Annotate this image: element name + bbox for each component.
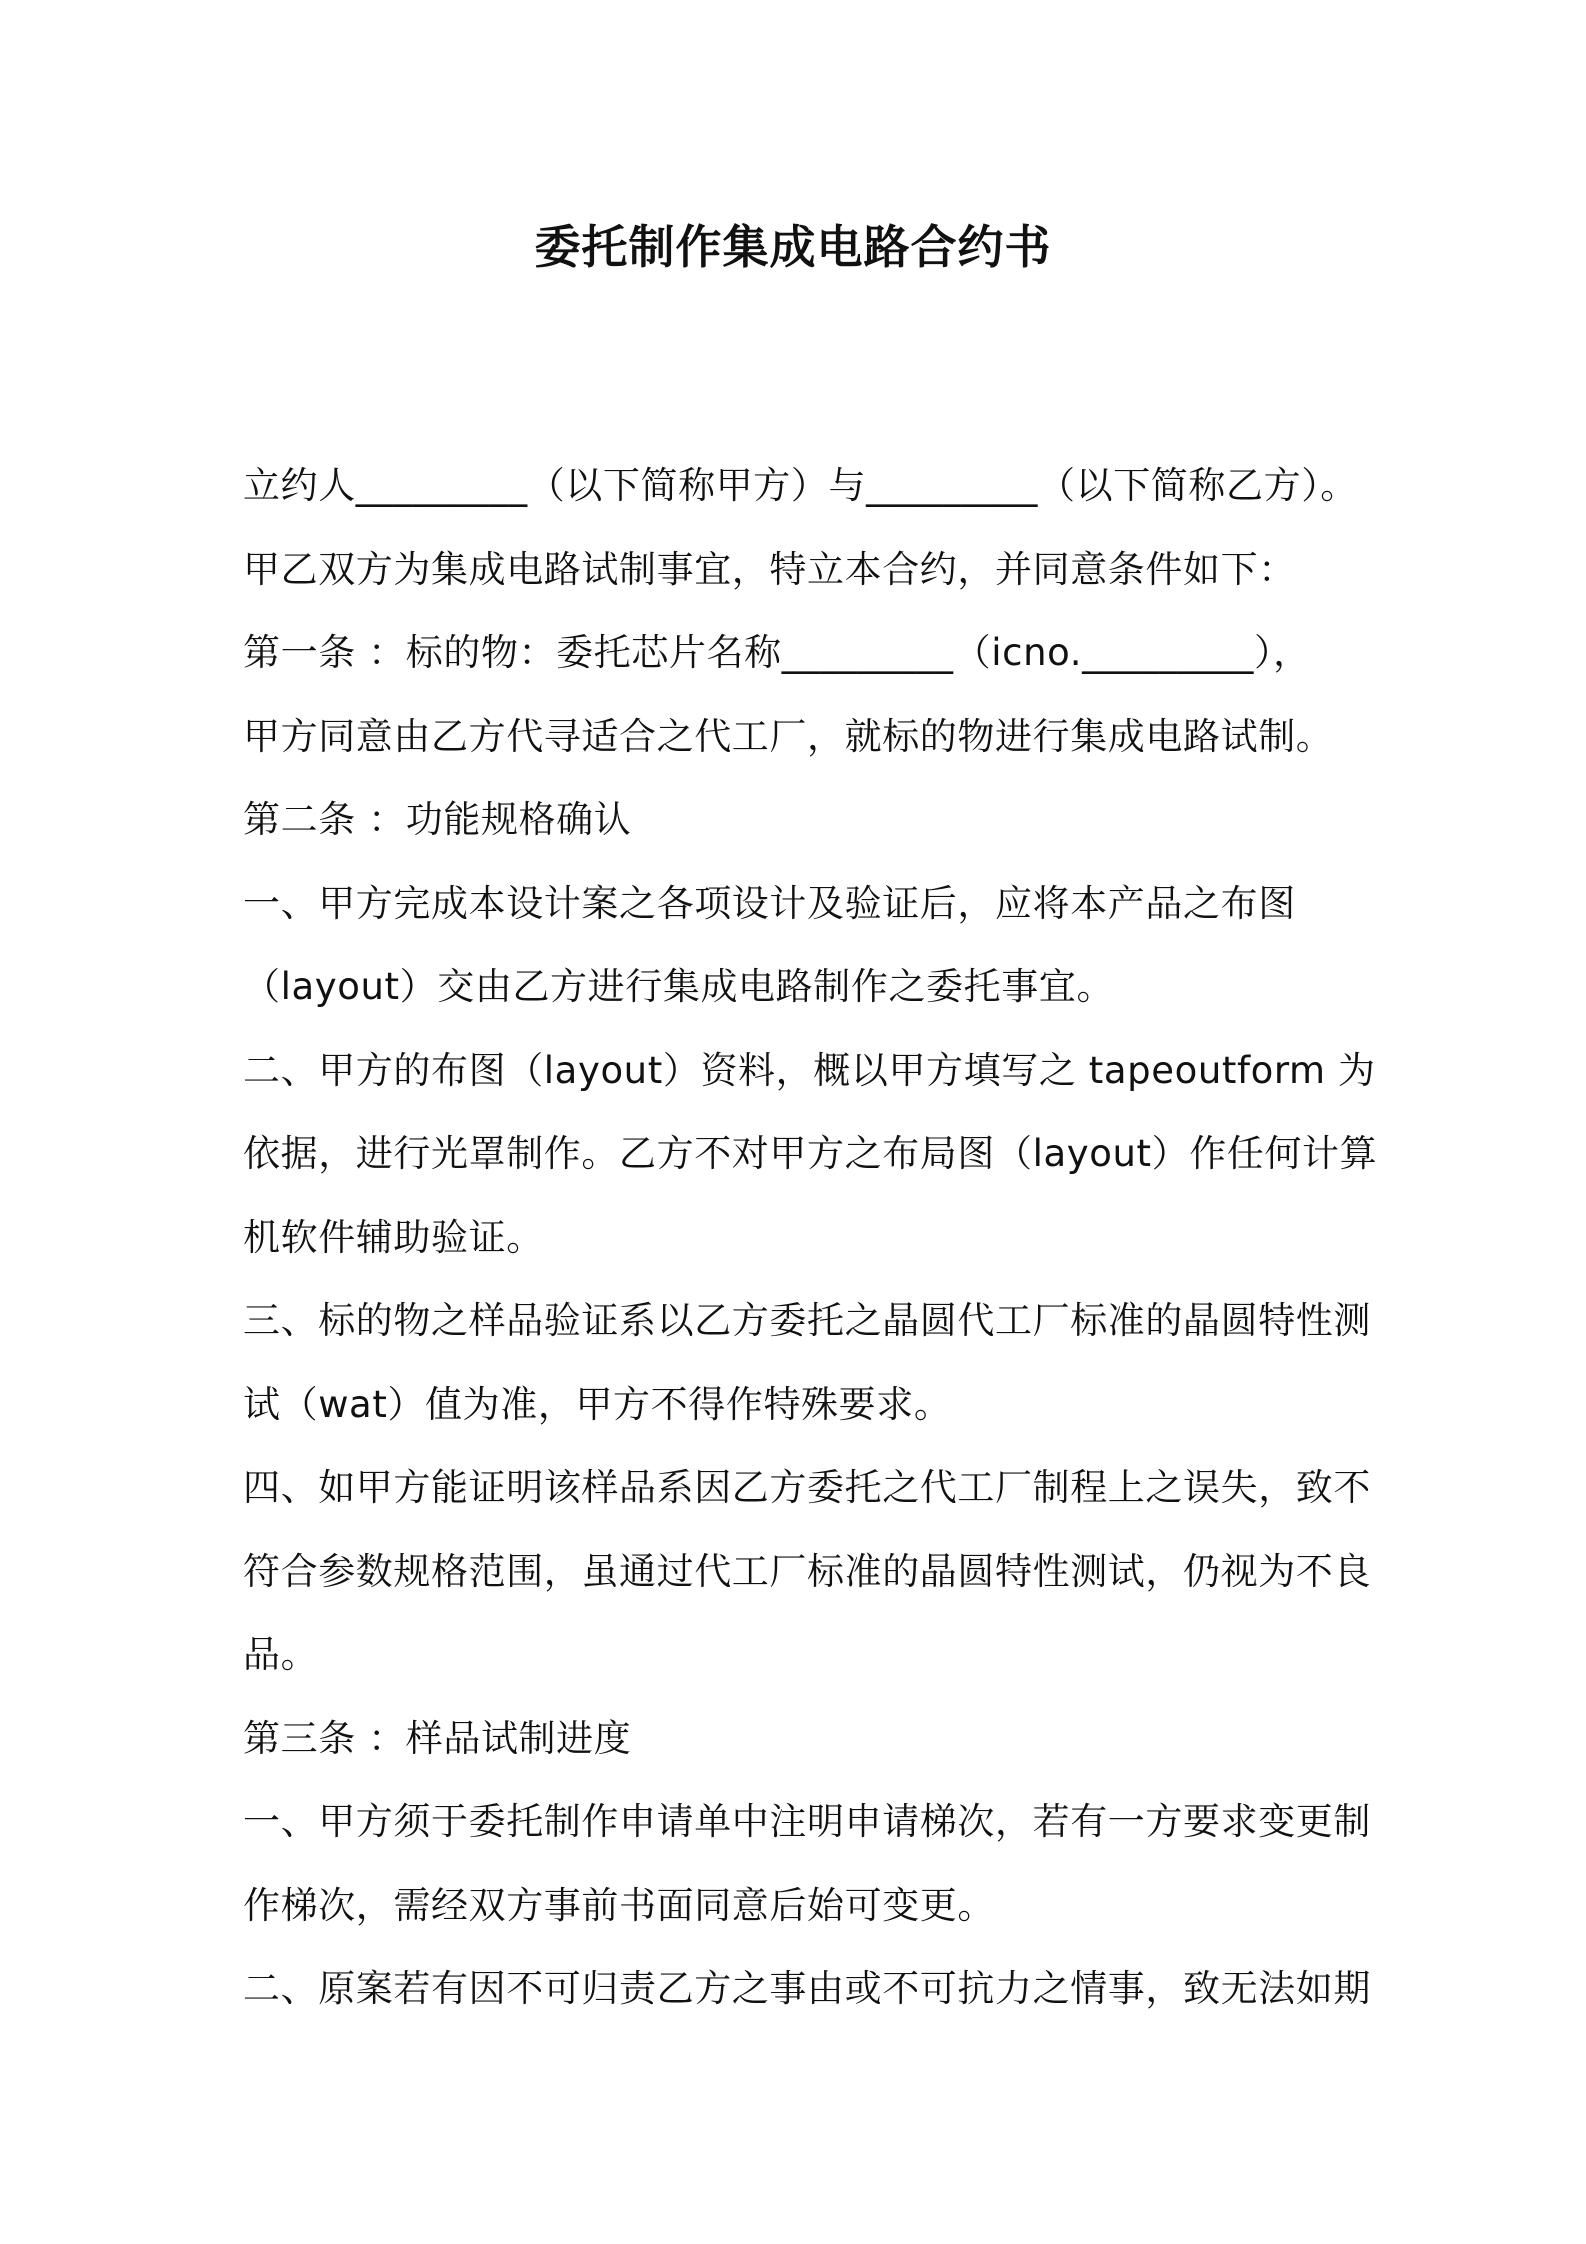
text-line: 立约人_________（以下简称甲方）与_________（以下简称乙方）。	[243, 464, 1358, 507]
article-3-heading: 第三条 ：样品试制进度	[243, 1716, 632, 1760]
article-2-heading: 第二条 ：功能规格确认	[243, 798, 632, 841]
document-body	[243, 444, 1393, 2031]
text-line: 一、甲方须于委托制作申请单中注明申请梯次，若有一方要求变更制	[243, 1800, 1371, 1843]
text-line: 甲方同意由乙方代寻适合之代工厂，就标的物进行集成电路试制。	[243, 714, 1334, 758]
document-title: 委托制作集成电路合约书	[534, 220, 1052, 274]
text-line: 二、原案若有因不可归责乙方之事由或不可抗力之情事，致无法如期	[243, 1967, 1371, 2010]
text-line: 品。	[243, 1633, 319, 1676]
article-1-heading: 第一条 ：标的物：委托芯片名称_________（icno._________），	[243, 631, 1311, 674]
text-line: 甲乙双方为集成电路试制事宜，特立本合约，并同意条件如下：	[243, 547, 1296, 591]
text-line: 依据，进行光罩制作。乙方不对甲方之布局图（layout）作任何计算	[243, 1132, 1378, 1175]
text-line: （layout）交由乙方进行集成电路制作之委托事宜。	[243, 965, 1115, 1008]
text-line: 作梯次，需经双方事前书面同意后始可变更。	[243, 1883, 995, 1927]
text-line: 四、如甲方能证明该样品系因乙方委托之代工厂制程上之误失，致不	[243, 1466, 1371, 1509]
text-line: 一、甲方完成本设计案之各项设计及验证后，应将本产品之布图	[243, 881, 1296, 925]
text-line: 符合参数规格范围，虽通过代工厂标准的晶圆特性测试，仍视为不良	[243, 1549, 1371, 1593]
text-line: 二、甲方的布图（layout）资料，概以甲方填写之 tapeoutform 为	[243, 1048, 1376, 1092]
text-line: 三、标的物之样品验证系以乙方委托之晶圆代工厂标准的晶圆特性测	[243, 1299, 1371, 1342]
text-line: 机软件辅助验证。	[243, 1215, 544, 1259]
text-line: 试（wat）值为准，甲方不得作特殊要求。	[243, 1382, 952, 1426]
